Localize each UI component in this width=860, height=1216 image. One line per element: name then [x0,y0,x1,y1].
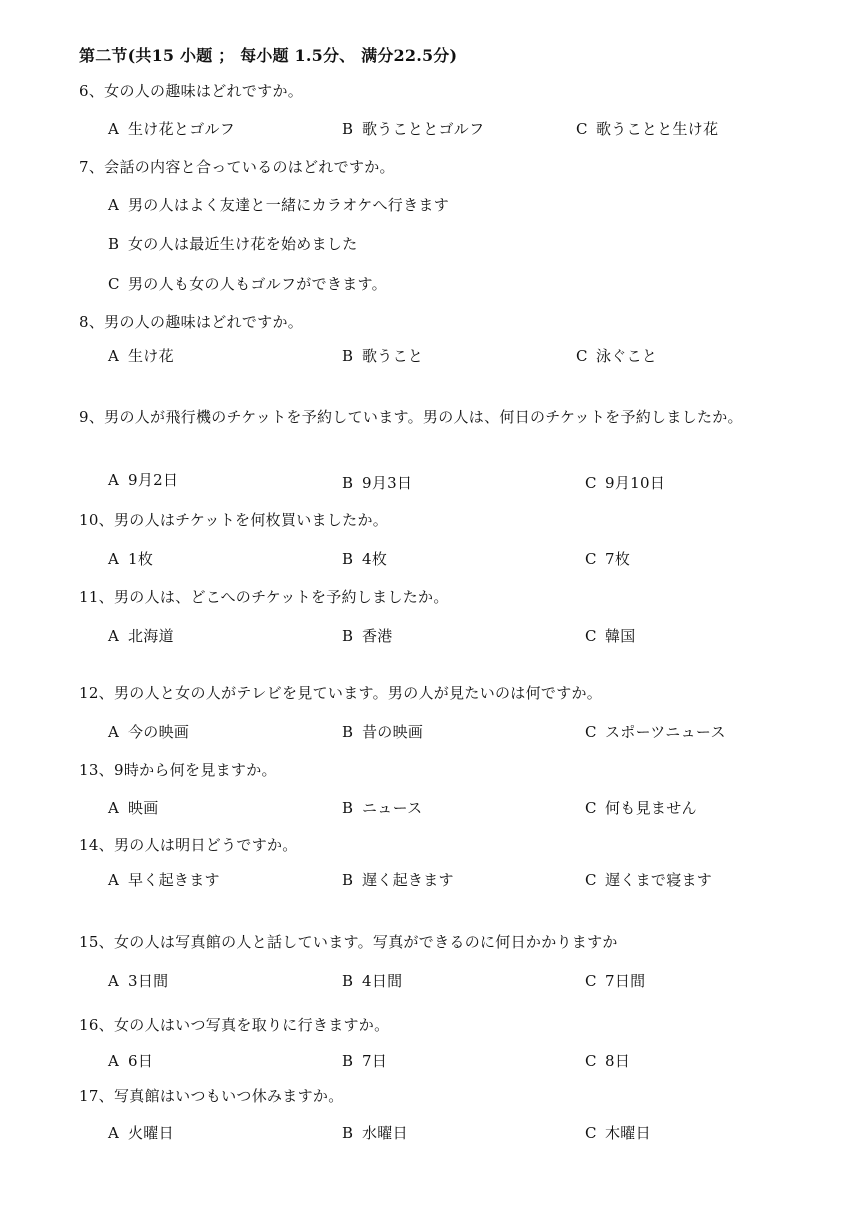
question-9-option-b [342,472,412,493]
option-text: 木曜日 [605,1124,651,1142]
option-text: 1枚 [128,550,154,568]
question-10-option-b [342,548,387,569]
option-text: 今の映画 [128,723,190,741]
question-12-option-a [108,721,189,742]
option-text: 9月10日 [605,474,666,492]
option-text: 7枚 [605,550,631,568]
option-letter: B [342,972,354,990]
option-letter: C [585,871,597,889]
question-14-option-a [108,869,220,890]
question-11-option-c [585,625,636,646]
option-letter: A [108,196,120,214]
option-text: 3日間 [128,972,169,990]
question-11: 11、男の人は、どこへのチケットを予約しましたか。 [79,588,449,606]
question-10-option-c [585,548,630,569]
option-letter: A [108,471,120,489]
question-6: 6、女の人の趣味はどれですか。 [79,82,304,100]
option-text: 歌うこととゴルフ [362,120,485,138]
option-letter: A [108,1052,120,1070]
option-text: 北海道 [128,627,174,645]
option-text: 韓国 [605,627,636,645]
option-letter: C [576,120,588,138]
question-7: 7、会話の内容と合っているのはどれですか。 [79,158,395,176]
question-9: 9、男の人が飛行機のチケットを予約しています。男の人は、何日のチケットを予約しましたか。 [79,408,743,426]
option-letter: B [342,799,354,817]
option-letter: A [108,871,120,889]
question-7-option-b [108,233,358,254]
option-text: 女の人は最近生け花を始めました [128,235,358,253]
option-text: 9月2日 [128,471,179,489]
option-text: 遅く起きます [362,871,454,889]
option-letter: B [342,627,354,645]
option-text: 7日 [362,1052,388,1070]
question-10-option-a [108,548,153,569]
question-15-option-b [342,970,402,991]
question-9-option-a [108,469,178,490]
option-text: スポーツニュース [605,723,726,741]
option-letter: B [342,723,354,741]
option-letter: C [585,723,597,741]
question-15-option-a [108,970,168,991]
question-6-option-c [576,118,718,139]
option-letter: B [342,120,354,138]
question-9-option-c [585,472,665,493]
option-text: 4日間 [362,972,403,990]
question-17-option-a [108,1122,174,1143]
option-letter: B [108,235,120,253]
option-letter: A [108,723,120,741]
option-text: 6日 [128,1052,154,1070]
option-letter: B [342,347,354,365]
option-letter: A [108,799,120,817]
option-text: ニュース [362,799,423,817]
option-text: 生け花とゴルフ [128,120,236,138]
question-11-option-b [342,625,393,646]
option-text: 生け花 [128,347,174,365]
question-15-option-c [585,970,645,991]
option-text: 8日 [605,1052,631,1070]
option-letter: A [108,627,120,645]
question-17: 17、写真館はいつもいつ休みますか。 [79,1087,344,1105]
question-8: 8、男の人の趣味はどれですか。 [79,313,304,331]
section-title: 第二节(共15 小题 ； 每小题 1.5分、 满分22.5分) [79,46,458,65]
question-13-option-b [342,797,422,818]
option-text: 男の人はよく友達と一緒にカラオケへ行きます [128,196,450,214]
question-16-option-c [585,1050,630,1071]
option-text: 4枚 [362,550,388,568]
question-17-option-c [585,1122,651,1143]
option-letter: C [585,550,597,568]
option-text: 水曜日 [362,1124,408,1142]
question-6-option-b [342,118,484,139]
option-text: 7日間 [605,972,646,990]
question-7-option-c [108,273,387,294]
question-17-option-b [342,1122,408,1143]
option-text: 香港 [362,627,393,645]
question-16-option-b [342,1050,387,1071]
question-15: 15、女の人は写真館の人と話しています。写真ができるのに何日かかりますか [79,933,618,951]
option-letter: A [108,1124,120,1142]
question-10: 10、男の人はチケットを何枚買いましたか。 [79,511,389,529]
question-16: 16、女の人はいつ写真を取りに行きますか。 [79,1016,390,1034]
option-text: 昔の映画 [362,723,424,741]
option-letter: B [342,1124,354,1142]
question-12-option-b [342,721,423,742]
option-letter: C [585,1124,597,1142]
option-letter: C [585,627,597,645]
option-letter: B [342,474,354,492]
option-letter: A [108,347,120,365]
option-letter: A [108,550,120,568]
option-letter: A [108,972,120,990]
option-letter: B [342,550,354,568]
question-14-option-c [585,869,712,890]
option-text: 映画 [128,799,159,817]
question-14: 14、男の人は明日どうですか。 [79,836,298,854]
option-text: 早く起きます [128,871,220,889]
option-letter: C [585,972,597,990]
question-12-option-c [585,721,726,742]
question-13: 13、9時から何を見ますか。 [79,761,277,779]
option-letter: B [342,1052,354,1070]
option-letter: C [576,347,588,365]
question-8-option-c [576,345,657,366]
option-text: 男の人も女の人もゴルフができます。 [128,275,387,293]
question-13-option-a [108,797,159,818]
option-letter: C [108,275,120,293]
question-11-option-a [108,625,174,646]
question-14-option-b [342,869,454,890]
option-letter: C [585,1052,597,1070]
option-letter: B [342,871,354,889]
question-13-option-c [585,797,697,818]
option-text: 泳ぐこと [596,347,658,365]
question-7-option-a [108,194,449,215]
question-8-option-b [342,345,423,366]
option-text: 遅くまで寝ます [605,871,713,889]
question-6-option-a [108,118,235,139]
question-8-option-a [108,345,174,366]
option-letter: C [585,474,597,492]
option-letter: C [585,799,597,817]
question-12: 12、男の人と女の人がテレビを見ています。男の人が見たいのは何ですか。 [79,684,603,702]
option-text: 歌うことと生け花 [596,120,719,138]
option-text: 何も見ません [605,799,697,817]
question-16-option-a [108,1050,153,1071]
option-text: 火曜日 [128,1124,174,1142]
option-text: 9月3日 [362,474,413,492]
option-text: 歌うこと [362,347,424,365]
option-letter: A [108,120,120,138]
